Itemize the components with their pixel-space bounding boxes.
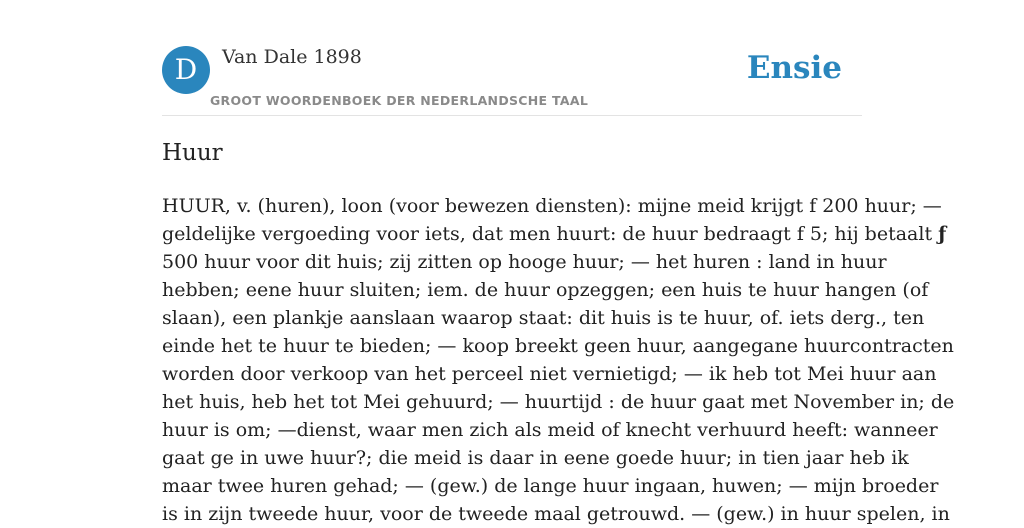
definition-line: is in zijn tweede huur, voor de tweede maal getrouwd. — (gew.) in huur spelen, in [162, 503, 950, 525]
dictionary-title-link[interactable]: Van Dale 1898 [222, 46, 362, 68]
definition-line: het huis, heb het tot Mei gehuurd; — huurtijd : de huur gaat met November in; de [162, 391, 955, 413]
dictionary-logo-icon[interactable]: D [162, 46, 210, 94]
dictionary-subtitle: GROOT WOORDENBOEK DER NEDERLANDSCHE TAAL [210, 93, 589, 108]
definition-line: HUUR, v. (huren), loon (voor bewezen diensten): mijne meid krijgt f 200 huur; — [162, 195, 942, 217]
definition-line: 500 huur voor dit huis; zij zitten op hooge huur; — het huren : land in huur [162, 251, 887, 273]
ensie-brand-link[interactable]: Ensie [746, 50, 842, 86]
definition-line: hebben; eene huur sluiten; iem. de huur opzeggen; een huis te huur hangen (of [162, 279, 929, 301]
header [162, 46, 862, 116]
entry-headword: Huur [162, 140, 223, 166]
definition-line: geldelijke vergoeding voor iets, dat men huurt: de huur bedraagt f 5; hij betaalt ƒ [162, 223, 947, 245]
florin-sign: ƒ [938, 223, 947, 245]
definition-line: worden door verkoop van het perceel niet vernietigd; — ik heb tot Mei huur aan [162, 363, 937, 385]
definition-line: slaan), een plankje aanslaan waarop staat: dit huis is te huur, of. iets derg., ten [162, 307, 925, 329]
header-divider [162, 115, 862, 116]
definition-line: gaat ge in uwe huur?; die meid is daar in eene goede huur; in tien jaar heb ik [162, 447, 909, 469]
definition-line: maar twee huren gehad; — (gew.) de lange huur ingaan, huwen; — mijn broeder [162, 475, 939, 497]
definition-line: huur is om; —dienst, waar men zich als meid of knecht verhuurd heeft: wanneer [162, 419, 938, 441]
definition-line: einde het te huur te bieden; — koop breekt geen huur, aangegane huurcontracten [162, 335, 954, 357]
entry-definition [162, 192, 955, 528]
